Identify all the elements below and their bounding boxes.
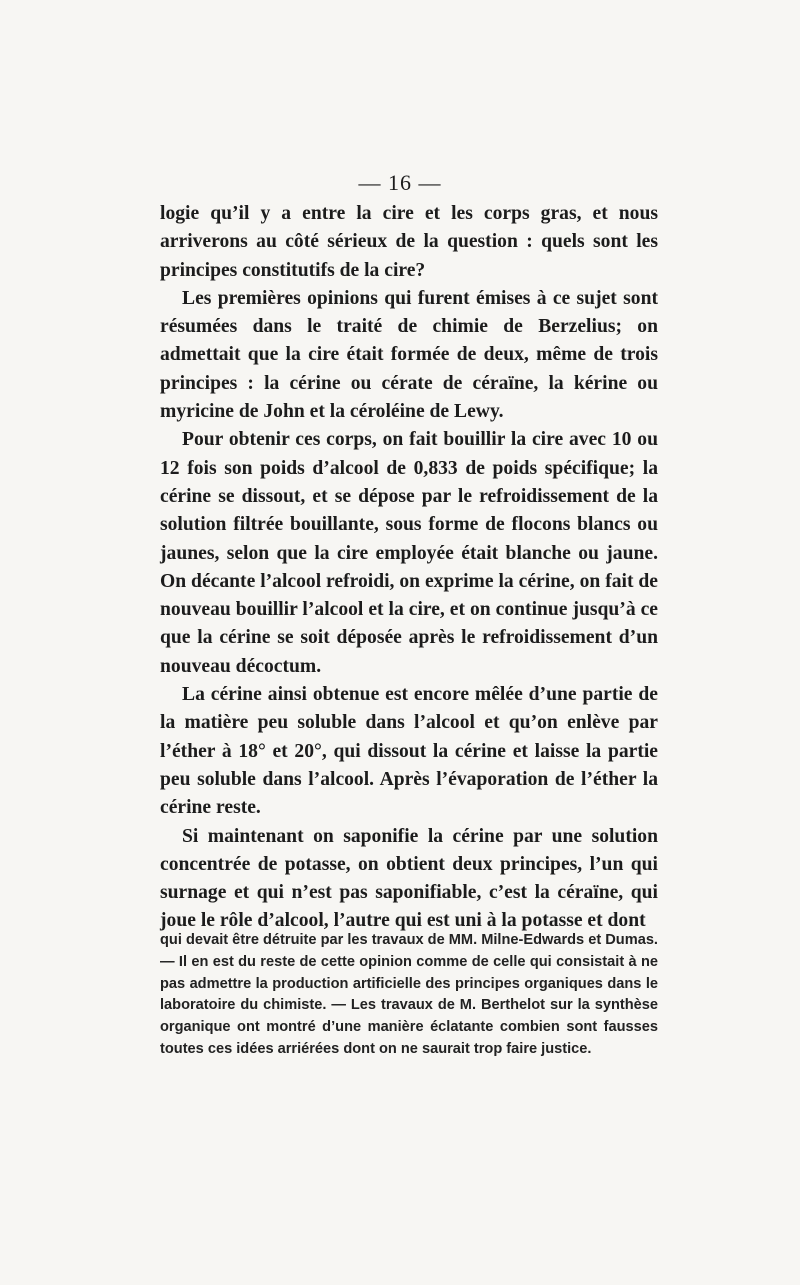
footnote xyxy=(160,930,658,1061)
paragraph-1: logie qu’il y a entre la cire et les corps gras, et nous arriverons au côté sérieux de la question : quels sont les principes constitutifs de la cire? xyxy=(160,203,658,281)
paragraph-2: Les premières opinions qui furent émises à ce sujet sont résumées dans le traité de chimie de Berzelius; on admettait que la cire était formée de deux, même de trois principes : la cérine ou cérate de céraïne, la kérine ou myricine de John et la céroléine de Lewy. xyxy=(160,287,658,423)
body-text xyxy=(160,200,658,936)
paragraph-4: La cérine ainsi obtenue est encore mêlée d’une partie de la matière peu soluble dans l’alcool et qu’on enlève par l’éther à 18° et 20°, qui dissout la cérine et laisse la partie peu soluble dans l’alcool. Après l’évaporation de l’éther la cérine reste. xyxy=(160,684,658,819)
paragraph-5: Si maintenant on saponifie la cérine par une solution concentrée de potasse, on obtient deux principes, l’un qui surnage et qui n’est pas saponifiable, c’est la céraïne, qui joue le rôle d’alcool, l’autre qui est uni à la potasse et dont xyxy=(160,825,658,932)
page-number: — 16 — xyxy=(358,170,442,195)
paragraph-3: Pour obtenir ces corps, on fait bouillir la cire avec 10 ou 12 fois son poids d’alcool de 0,833 de poids spécifique; la cérine se dissout, et se dépose par le refroidissement de la solution filtrée bouillante, sous forme de flocons blancs ou jaunes, selon que la cire employée était blanche ou jaune. On décante l’alcool refroidi, on exprime la cérine, on fait de nouveau bouillir l’alcool et la cire, et on continue jusqu’à ce que la cérine se soit déposée après le refroidissement d’un nouveau décoctum. xyxy=(160,429,658,677)
footnote-text: qui devait être détruite par les travaux de MM. Milne-Edwards et Dumas. — Il en est du reste de cette opinion comme de celle qui consistait à ne pas admettre la production artificielle des principes organiques dans le laboratoire du chimiste. — Les travaux de M. Berthelot sur la synthèse organique ont montré d’une manière éclatante combien sont fausses toutes ces idées arriérées dont on ne saurait trop faire justice. xyxy=(160,932,658,1057)
